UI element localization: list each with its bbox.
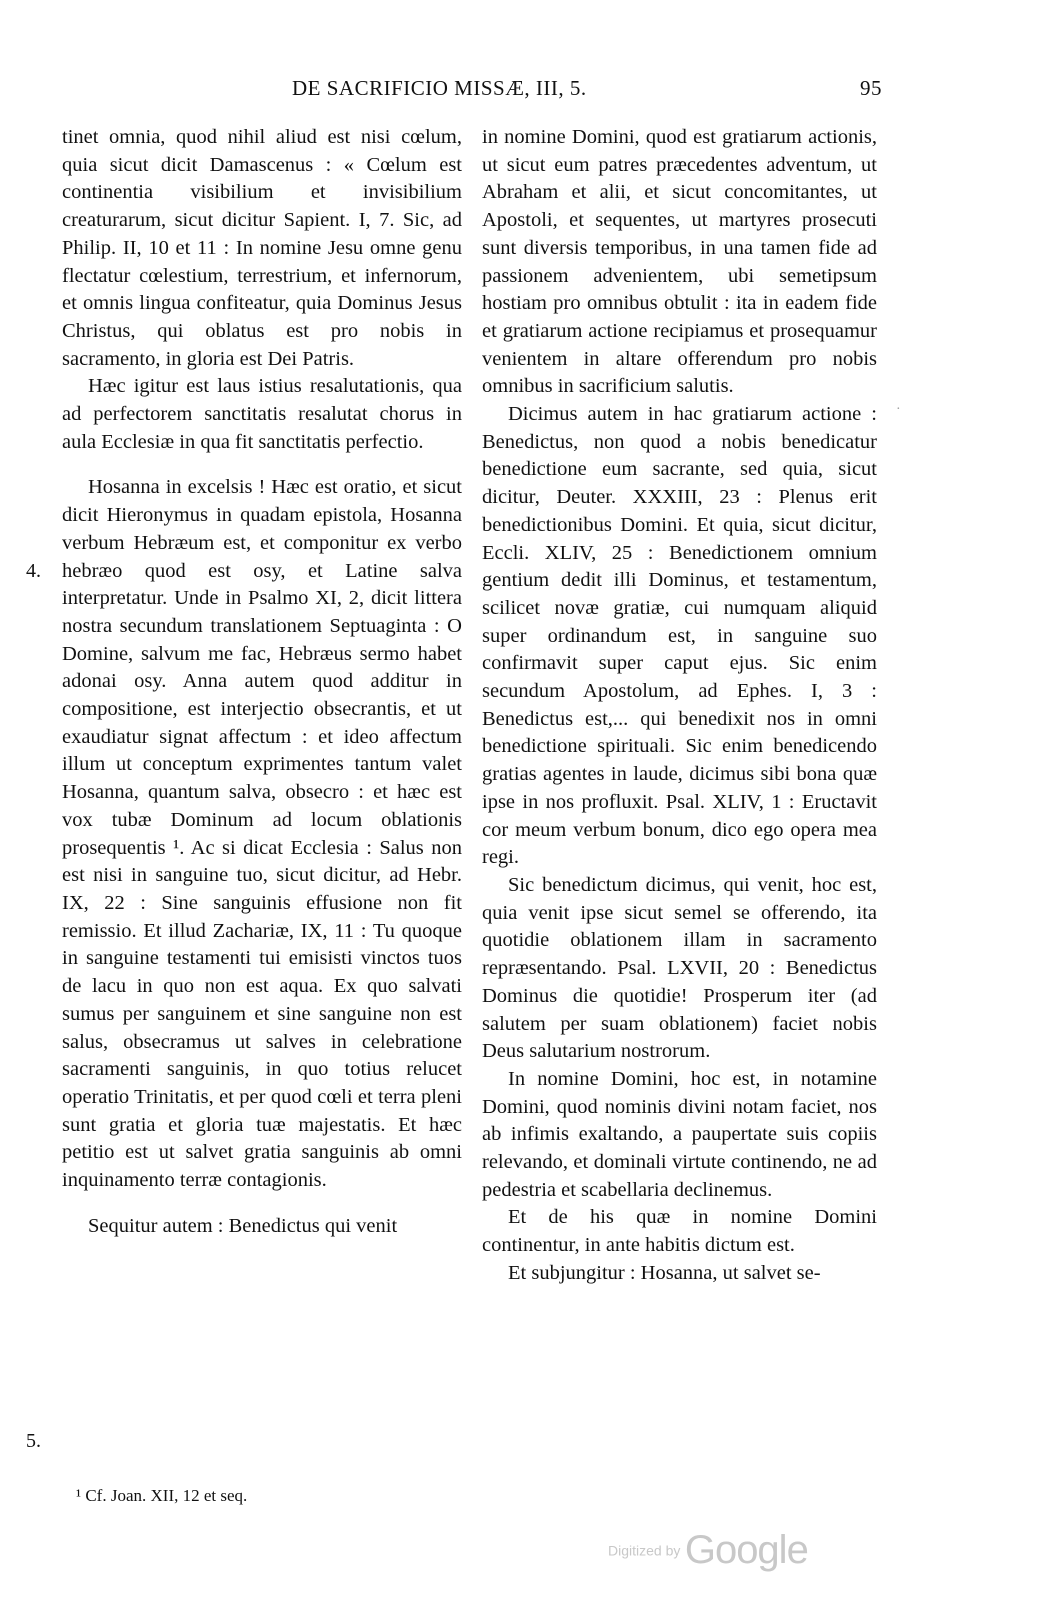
paragraph: Et subjungitur : Hosanna, ut salvet se- (508, 1261, 821, 1284)
paragraph: in nomine Domini, quod est gratiarum actionis, ut sicut eum patres præcedentes adventum, ut Abraham et alii, et sicut concomitantes, ut Apostoli, et sequentes, ut martyres prosecuti sunt diversis temporibus, in una tamen fide ad passionem advenientem, ubi semetipsum hostiam pro omnibus obtulit : ita in eadem fide et gratiarum actione recipiamus et prosequamur venientem in altare offerendum pro nobis omnibus in sacrificium salutis. (482, 126, 877, 398)
running-title: DE SACRIFICIO MISSÆ, III, 5. (292, 76, 587, 100)
right-column (482, 124, 877, 1288)
margin-mark: · (896, 402, 901, 417)
google-logo: Google (684, 1528, 808, 1572)
marginal-number: 5. (26, 1430, 41, 1452)
paragraph: Sequitur autem : Benedictus qui venit (88, 1214, 398, 1237)
digitized-watermark (608, 1528, 808, 1573)
paragraph: Sic benedictum dicimus, qui venit, hoc est, quia venit ipse sicut semel se offerendo, ita quotidie oblationem illam in sacramento repræsentando. Psal. LXVII, 20 : Benedictus Dominus die quotidie! Prosperum iter (ad salutem per suam oblationem) faciet nobis Deus salutarium nostrorum. (482, 873, 877, 1063)
left-column (62, 124, 462, 1240)
footnote: ¹ Cf. Joan. XII, 12 et seq. (76, 1486, 248, 1505)
watermark-caption: Digitized by (608, 1542, 681, 1559)
paragraph: tinet omnia, quod nihil aliud est nisi cœlum, quia sicut dicit Damascenus : « Cœlum est continentia visibilium et invisibilium creaturarum, sicut dicitur Sapient. I, 7. Sic, ad Philip. II, 10 et 11 : In nomine Jesu omne genu flectatur cœlestium, terrestrium, et infernorum, et omnis lingua confiteatur, quia Dominus Jesus Christus, qui oblatus est pro nobis in sacramento, in gloria est Dei Patris. (62, 126, 462, 370)
paragraph: In nomine Domini, hoc est, in notamine Domini, quod nominis divini notam faciet, nos ab infimis exaltando, a paupertate suis copiis relevando, et dominali virtute continendo, ne ad pedestria et scabellaria declinemus. (482, 1067, 877, 1201)
paragraph: Et de his quæ in nomine Domini continentur, in ante habitis dictum est. (482, 1206, 877, 1257)
page-number: 95 (860, 76, 882, 100)
marginal-number: 4. (26, 560, 41, 582)
paragraph: Hæc igitur est laus istius resalutationis, qua ad perfectorem sanctitatis resalutat chorus in aula Ecclesiæ in qua fit sanctitatis perfectio. (62, 375, 462, 453)
paragraph: Hosanna in excelsis ! Hæc est oratio, et sicut dicit Hieronymus in quadam epistola, Hosanna verbum Hebræum est, et componitur ex verbo hebræo quod est osy, et Latine salva interpretatur. Unde in Psalmo XI, 2, dicit littera nostra secundum translationem Septuaginta : O Domine, salvum me fac, Hebræus sermo habet adonai osy. Anna autem quod additur in compositione, est interjectio obsecrantis, et ut exaudiatur signat affectum : et ideo affectum illum ut conceptum exprimentes tantum valet Hosanna, quantum salva, obsecro : et hæc est vox tubæ Dominum ad locum oblationis prosequentis ¹. Ac si dicat Ecclesia : Salus non est nisi in sanguine tuo, sicut dicitur, ad Hebr. IX, 22 : Sine sanguinis effusione non fit remissio. Et illud Zachariæ, IX, 11 : Tu quoque in sanguine testamenti tui emisisti vinctos tuos de lacu in quo non est aqua. Ex quo salvati sumus per sanguinem et sine sanguine non est salus, obsecramus ut salves in celebratione sacramenti sanguinis, in quo totius relucet operatio Trinitatis, et per quod cœli et terra pleni sunt gratia et gloria tuæ majestatis. Et hæc petitio est ut salvet gratia sanguinis ab omni inquinamento terræ contagionis. (62, 476, 462, 1192)
running-header (0, 76, 1037, 106)
paragraph: Dicimus autem in hac gratiarum actione : Benedictus, non quod a nobis benedicatur benedictione eum sacrante, sed quia, sicut dicitur, Deuter. XXXIII, 23 : Plenus erit benedictionibus Domini. Et quia, sicut dicitur, Eccli. XLIV, 25 : Benedictionem omnium gentium dedit illi Dominus, et testamentum, scilicet novæ gratiæ, cui numquam aliquid super ordinandum est, in sanguine suo confirmavit super caput ejus. Sic enim secundum Apostolum, ad Ephes. I, 3 : Benedictus est,... qui benedixit nos in omni benedictione spirituali. Sic enim benedicendo gratias agentes in laude, dicimus sibi bona quæ ipse in nos profluxit. Psal. XLIV, 1 : Eructavit cor meum verbum bonum, dico ego opera mea regi. (482, 403, 877, 869)
